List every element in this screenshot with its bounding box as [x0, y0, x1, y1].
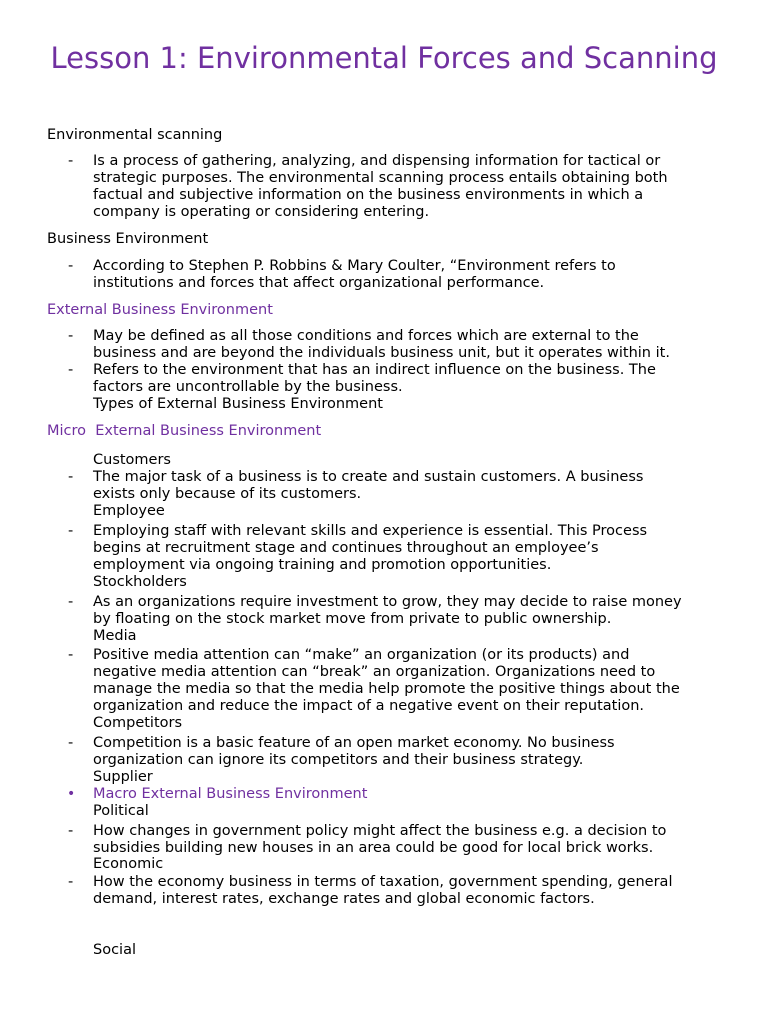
external-types-label: Types of External Business Environment: [93, 396, 383, 412]
external-item1-line-2: business and are beyond the individuals business unit, but it operates within it.: [93, 345, 670, 361]
political-line-2: subsidies building new houses in an area could be good for local brick works.: [93, 840, 654, 856]
dash-marker: -: [68, 523, 74, 539]
micro-label-employee: Employee: [93, 503, 165, 519]
business-env-line-1: According to Stephen P. Robbins & Mary Coulter, “Environment refers to: [93, 258, 616, 274]
dash-marker: -: [68, 469, 74, 485]
micro-label-competitors: Competitors: [93, 715, 183, 731]
micro-label-customers: Customers: [93, 452, 171, 468]
media-line-2: negative media attention can “break” an organization. Organizations need to: [93, 664, 656, 680]
dash-marker: -: [68, 153, 74, 169]
dash-marker: -: [68, 874, 74, 890]
section-heading-macro: Macro External Business Environment: [93, 786, 368, 802]
bullet-marker: •: [67, 786, 76, 802]
employee-line-1: Employing staff with relevant skills and experience is essential. This Process: [93, 523, 648, 539]
employee-line-3: employment via ongoing training and promotion opportunities.: [93, 557, 552, 573]
political-line-1: How changes in government policy might affect the business e.g. a decision to: [93, 823, 667, 839]
section-heading-business-environment: Business Environment: [47, 231, 209, 247]
media-line-4: organization and reduce the impact of a negative event on their reputation.: [93, 698, 645, 714]
customers-line-2: exists only because of its customers.: [93, 486, 362, 502]
scanning-line-3: factual and subjective information on the business environments in which a: [93, 187, 644, 203]
external-item1-line-1: May be defined as all those conditions and forces which are external to the: [93, 328, 639, 344]
macro-label-social: Social: [93, 942, 136, 958]
customers-line-1: The major task of a business is to create and sustain customers. A business: [93, 469, 644, 485]
employee-line-2: begins at recruitment stage and continues throughout an employee’s: [93, 540, 599, 556]
dash-marker: -: [68, 328, 74, 344]
economic-line-2: demand, interest rates, exchange rates and global economic factors.: [93, 891, 595, 907]
business-env-line-2: institutions and forces that affect organizational performance.: [93, 275, 545, 291]
competitors-line-2: organization can ignore its competitors and their business strategy.: [93, 752, 584, 768]
micro-label-stockholders: Stockholders: [93, 574, 187, 590]
macro-label-political: Political: [93, 803, 149, 819]
media-line-3: manage the media so that the media help promote the positive things about the: [93, 681, 680, 697]
section-heading-external: External Business Environment: [47, 302, 273, 318]
external-item2-line-1: Refers to the environment that has an indirect influence on the business. The: [93, 362, 656, 378]
dash-marker: -: [68, 258, 74, 274]
economic-line-1: How the economy business in terms of taxation, government spending, general: [93, 874, 673, 890]
dash-marker: -: [68, 823, 74, 839]
scanning-line-1: Is a process of gathering, analyzing, and dispensing information for tactical or: [93, 153, 661, 169]
external-item2-line-2: factors are uncontrollable by the business.: [93, 379, 403, 395]
scanning-line-2: strategic purposes. The environmental scanning process entails obtaining both: [93, 170, 668, 186]
section-heading-micro: Micro External Business Environment: [47, 423, 322, 439]
micro-label-media: Media: [93, 628, 137, 644]
dash-marker: -: [68, 594, 74, 610]
dash-marker: -: [68, 362, 74, 378]
macro-label-economic: Economic: [93, 856, 164, 872]
dash-marker: -: [68, 647, 74, 663]
stockholders-line-2: by floating on the stock market move from private to public ownership.: [93, 611, 612, 627]
media-line-1: Positive media attention can “make” an organization (or its products) and: [93, 647, 630, 663]
dash-marker: -: [68, 735, 74, 751]
stockholders-line-1: As an organizations require investment to grow, they may decide to raise money: [93, 594, 682, 610]
section-heading-environmental-scanning: Environmental scanning: [47, 127, 223, 143]
scanning-line-4: company is operating or considering entering.: [93, 204, 430, 220]
micro-label-supplier: Supplier: [93, 769, 153, 785]
page-title: Lesson 1: Environmental Forces and Scanning: [50, 41, 718, 75]
competitors-line-1: Competition is a basic feature of an open market economy. No business: [93, 735, 615, 751]
